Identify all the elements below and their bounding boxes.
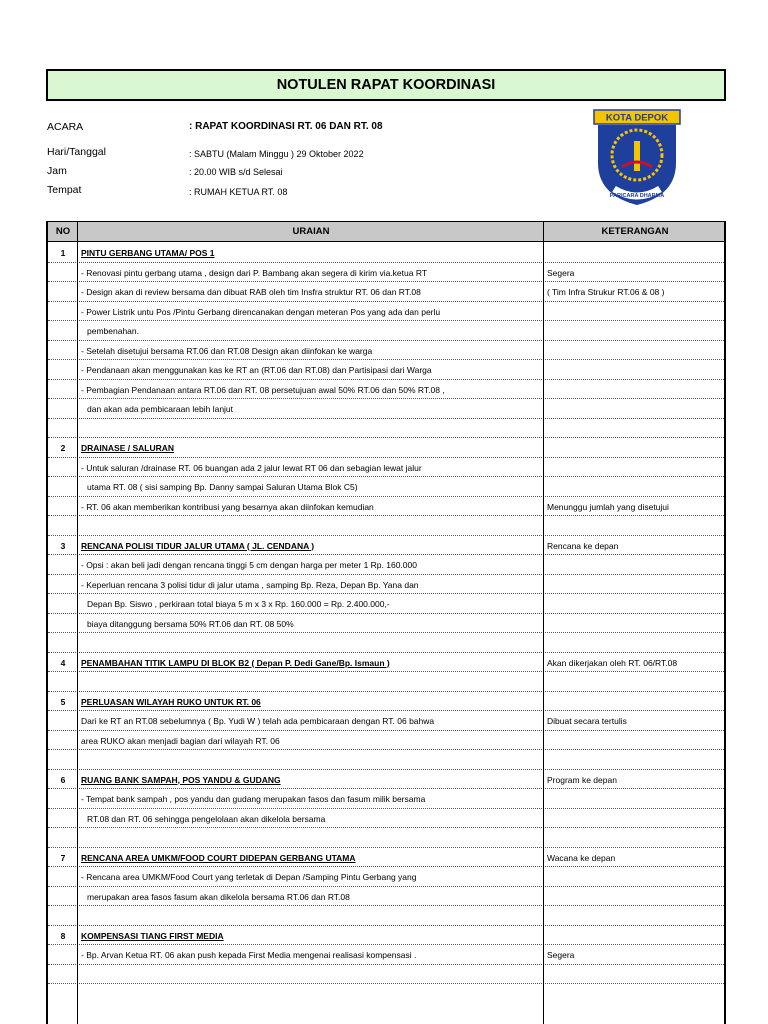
jam-value: : 20.00 WIB s/d Selesai xyxy=(189,167,283,177)
section-heading: KOMPENSASI TIANG FIRST MEDIA xyxy=(81,930,224,941)
logo-pillar xyxy=(634,141,640,171)
table-row xyxy=(48,770,724,790)
table-row xyxy=(48,867,724,887)
table-row xyxy=(48,731,724,751)
header-no: NO xyxy=(55,226,71,237)
table-row xyxy=(48,965,724,985)
table-row xyxy=(48,282,724,302)
row-number: 8 xyxy=(60,930,66,941)
row-number: 1 xyxy=(60,248,66,258)
table-row xyxy=(48,672,724,692)
row-uraian: - Pembagian Pendanaan antara RT.06 dan RT. 08 persetujuan awal 50% RT.06 dan 50% RT.08 , xyxy=(81,384,445,395)
row-keterangan: Program ke depan xyxy=(547,774,617,785)
table-row xyxy=(48,555,724,575)
logo-banner-text: KOTA DEPOK xyxy=(605,112,669,124)
section-heading: DRAINASE / SALURAN xyxy=(81,443,175,453)
header-keterangan: KETERANGAN xyxy=(601,226,669,237)
table-row xyxy=(48,458,724,478)
row-uraian: - Setelah disetujui bersama RT.06 dan RT.08 Design akan diinfokan ke warga xyxy=(81,345,373,356)
row-uraian: - Renovasi pintu gerbang utama , design dari P. Bambang akan segera di kirim via.ketua RT xyxy=(81,267,428,278)
table-row xyxy=(48,711,724,731)
table-row xyxy=(48,692,724,712)
row-keterangan: Rencana ke depan xyxy=(547,540,619,551)
row-keterangan: Segera xyxy=(547,950,575,960)
row-number: 7 xyxy=(60,852,66,863)
table-row xyxy=(48,321,724,341)
jam-label: Jam xyxy=(47,165,67,177)
table-row xyxy=(48,887,724,907)
section-heading: PENAMBAHAN TITIK LAMPU DI BLOK B2 ( Depan P. Dedi Gane/Bp. Ismaun ) xyxy=(81,657,390,668)
table-row xyxy=(48,399,724,419)
row-uraian: - Power Listrik untu Pos /Pintu Gerbang direncanakan dengan meteran Pos yang ada dan perlu xyxy=(81,306,441,317)
row-keterangan: Dibuat secara tertulis xyxy=(547,716,627,726)
table-row xyxy=(48,263,724,283)
row-uraian: pembenahan. xyxy=(87,326,139,336)
section-heading: PERLUASAN WILAYAH RUKO UNTUK RT. 06 xyxy=(81,696,261,707)
table-row xyxy=(48,653,724,673)
table-row xyxy=(48,497,724,517)
row-uraian: Dari ke RT an RT.08 sebelumnya ( Bp. Yudi W ) telah ada pembicaraan dengan RT. 06 bahwa xyxy=(81,716,435,726)
row-uraian: - Opsi : akan beli jadi dengan rencana tinggi 5 cm dengan harga per meter 1 Rp. 160.000 xyxy=(81,560,417,570)
row-keterangan: ( Tim Infra Strukur RT.06 & 08 ) xyxy=(547,287,665,297)
tempat-value: : RUMAH KETUA RT. 08 xyxy=(189,187,288,197)
document-title: NOTULEN RAPAT KOORDINASI xyxy=(46,69,726,101)
table-row xyxy=(48,750,724,770)
row-uraian: RT.08 dan RT. 06 sehingga pengelolaan akan dikelola bersama xyxy=(87,813,326,824)
row-keterangan: Wacana ke depan xyxy=(547,852,616,863)
table-row xyxy=(48,614,724,634)
row-uraian: biaya ditanggung bersama 50% RT.06 dan RT. 08 50% xyxy=(87,618,294,629)
row-number: 5 xyxy=(60,696,66,707)
table-row xyxy=(48,906,724,926)
acara-value: : RAPAT KOORDINASI RT. 06 DAN RT. 08 xyxy=(189,121,383,132)
table-row xyxy=(48,477,724,497)
table-row xyxy=(48,594,724,614)
table-row xyxy=(48,789,724,809)
row-keterangan: Menunggu jumlah yang disetujui xyxy=(547,501,669,512)
table-row xyxy=(48,302,724,322)
table-row xyxy=(48,536,724,556)
row-uraian: merupakan area fasos fasum akan dikelola bersama RT.06 dan RT.08 xyxy=(87,891,350,902)
row-number: 2 xyxy=(60,443,66,453)
row-uraian: - Pendanaan akan menggunakan kas ke RT an (RT.06 dan RT.08) dan Partisipasi dari Warga xyxy=(81,365,432,375)
row-uraian: - Tempat bank sampah , pos yandu dan gudang merupakan fasos dan fasum milik bersama xyxy=(81,794,426,804)
row-number: 4 xyxy=(60,657,66,668)
table-row xyxy=(48,380,724,400)
row-uraian: Depan Bp. Siswo , perkiraan total biaya 5 m x 3 x Rp. 160.000 = Rp. 2.400.000,- xyxy=(87,599,390,609)
row-uraian: - Keperluan rencana 3 polisi tidur di jalur utama , samping Bp. Reza, Depan Bp. Yana dan xyxy=(81,579,419,590)
section-heading: PINTU GERBANG UTAMA/ POS 1 xyxy=(81,248,215,258)
header-uraian: URAIAN xyxy=(292,226,330,237)
section-heading: RENCANA POLISI TIDUR JALUR UTAMA ( JL. CENDANA ) xyxy=(81,540,315,551)
table-row xyxy=(48,828,724,848)
row-uraian: - RT. 06 akan memberikan kontribusi yang besarnya akan diinfokan kemudian xyxy=(81,501,374,512)
hari-value: : SABTU (Malam Minggu ) 29 Oktober 2022 xyxy=(189,149,364,159)
table-row xyxy=(48,575,724,595)
section-heading: RUANG BANK SAMPAH, POS YANDU & GUDANG xyxy=(81,774,281,785)
column-divider-no xyxy=(77,222,78,1024)
table-row xyxy=(48,438,724,458)
row-uraian: - Untuk saluran /drainase RT. 06 buangan ada 2 jalur lewat RT 06 dan sebagian lewat jalur xyxy=(81,462,422,473)
city-emblem-icon xyxy=(592,109,682,207)
column-divider-ket xyxy=(543,222,544,1024)
acara-label: ACARA xyxy=(47,121,84,133)
table-row xyxy=(48,945,724,965)
table-row xyxy=(48,360,724,380)
row-uraian: - Bp. Arvan Ketua RT. 06 akan push kepada First Media mengenai realisasi kompensasi . xyxy=(81,950,417,960)
tempat-label: Tempat xyxy=(47,184,82,196)
section-heading: RENCANA AREA UMKM/FOOD COURT DIDEPAN GERBANG UTAMA xyxy=(81,852,356,863)
table-row xyxy=(48,341,724,361)
logo-motto: PARICARA DHARMA xyxy=(609,193,665,199)
table-row xyxy=(48,243,724,263)
table-row xyxy=(48,419,724,439)
table-row xyxy=(48,809,724,829)
row-keterangan: Akan dikerjakan oleh RT. 06/RT.08 xyxy=(547,657,678,668)
row-uraian: dan akan ada pembicaraan lebih lanjut xyxy=(87,404,234,414)
table-header xyxy=(48,222,724,242)
table-row xyxy=(48,633,724,653)
row-keterangan: Segera xyxy=(547,267,575,278)
row-uraian: utama RT. 08 ( sisi samping Bp. Danny sampai Saluran Utama Blok C5) xyxy=(87,482,358,492)
row-uraian: area RUKO akan menjadi bagian dari wilayah RT. 06 xyxy=(81,735,280,746)
row-number: 3 xyxy=(60,540,66,551)
row-uraian: - Design akan di review bersama dan dibuat RAB oleh tim Insfra struktur RT. 06 dan RT.08 xyxy=(81,287,421,297)
table-row xyxy=(48,848,724,868)
table-row xyxy=(48,926,724,946)
table-row xyxy=(48,516,724,536)
minutes-table xyxy=(46,221,726,1024)
row-uraian: - Rencana area UMKM/Food Court yang terletak di Depan /Samping Pintu Gerbang yang xyxy=(81,872,417,882)
hari-label: Hari/Tanggal xyxy=(47,146,106,158)
row-number: 6 xyxy=(60,774,66,785)
